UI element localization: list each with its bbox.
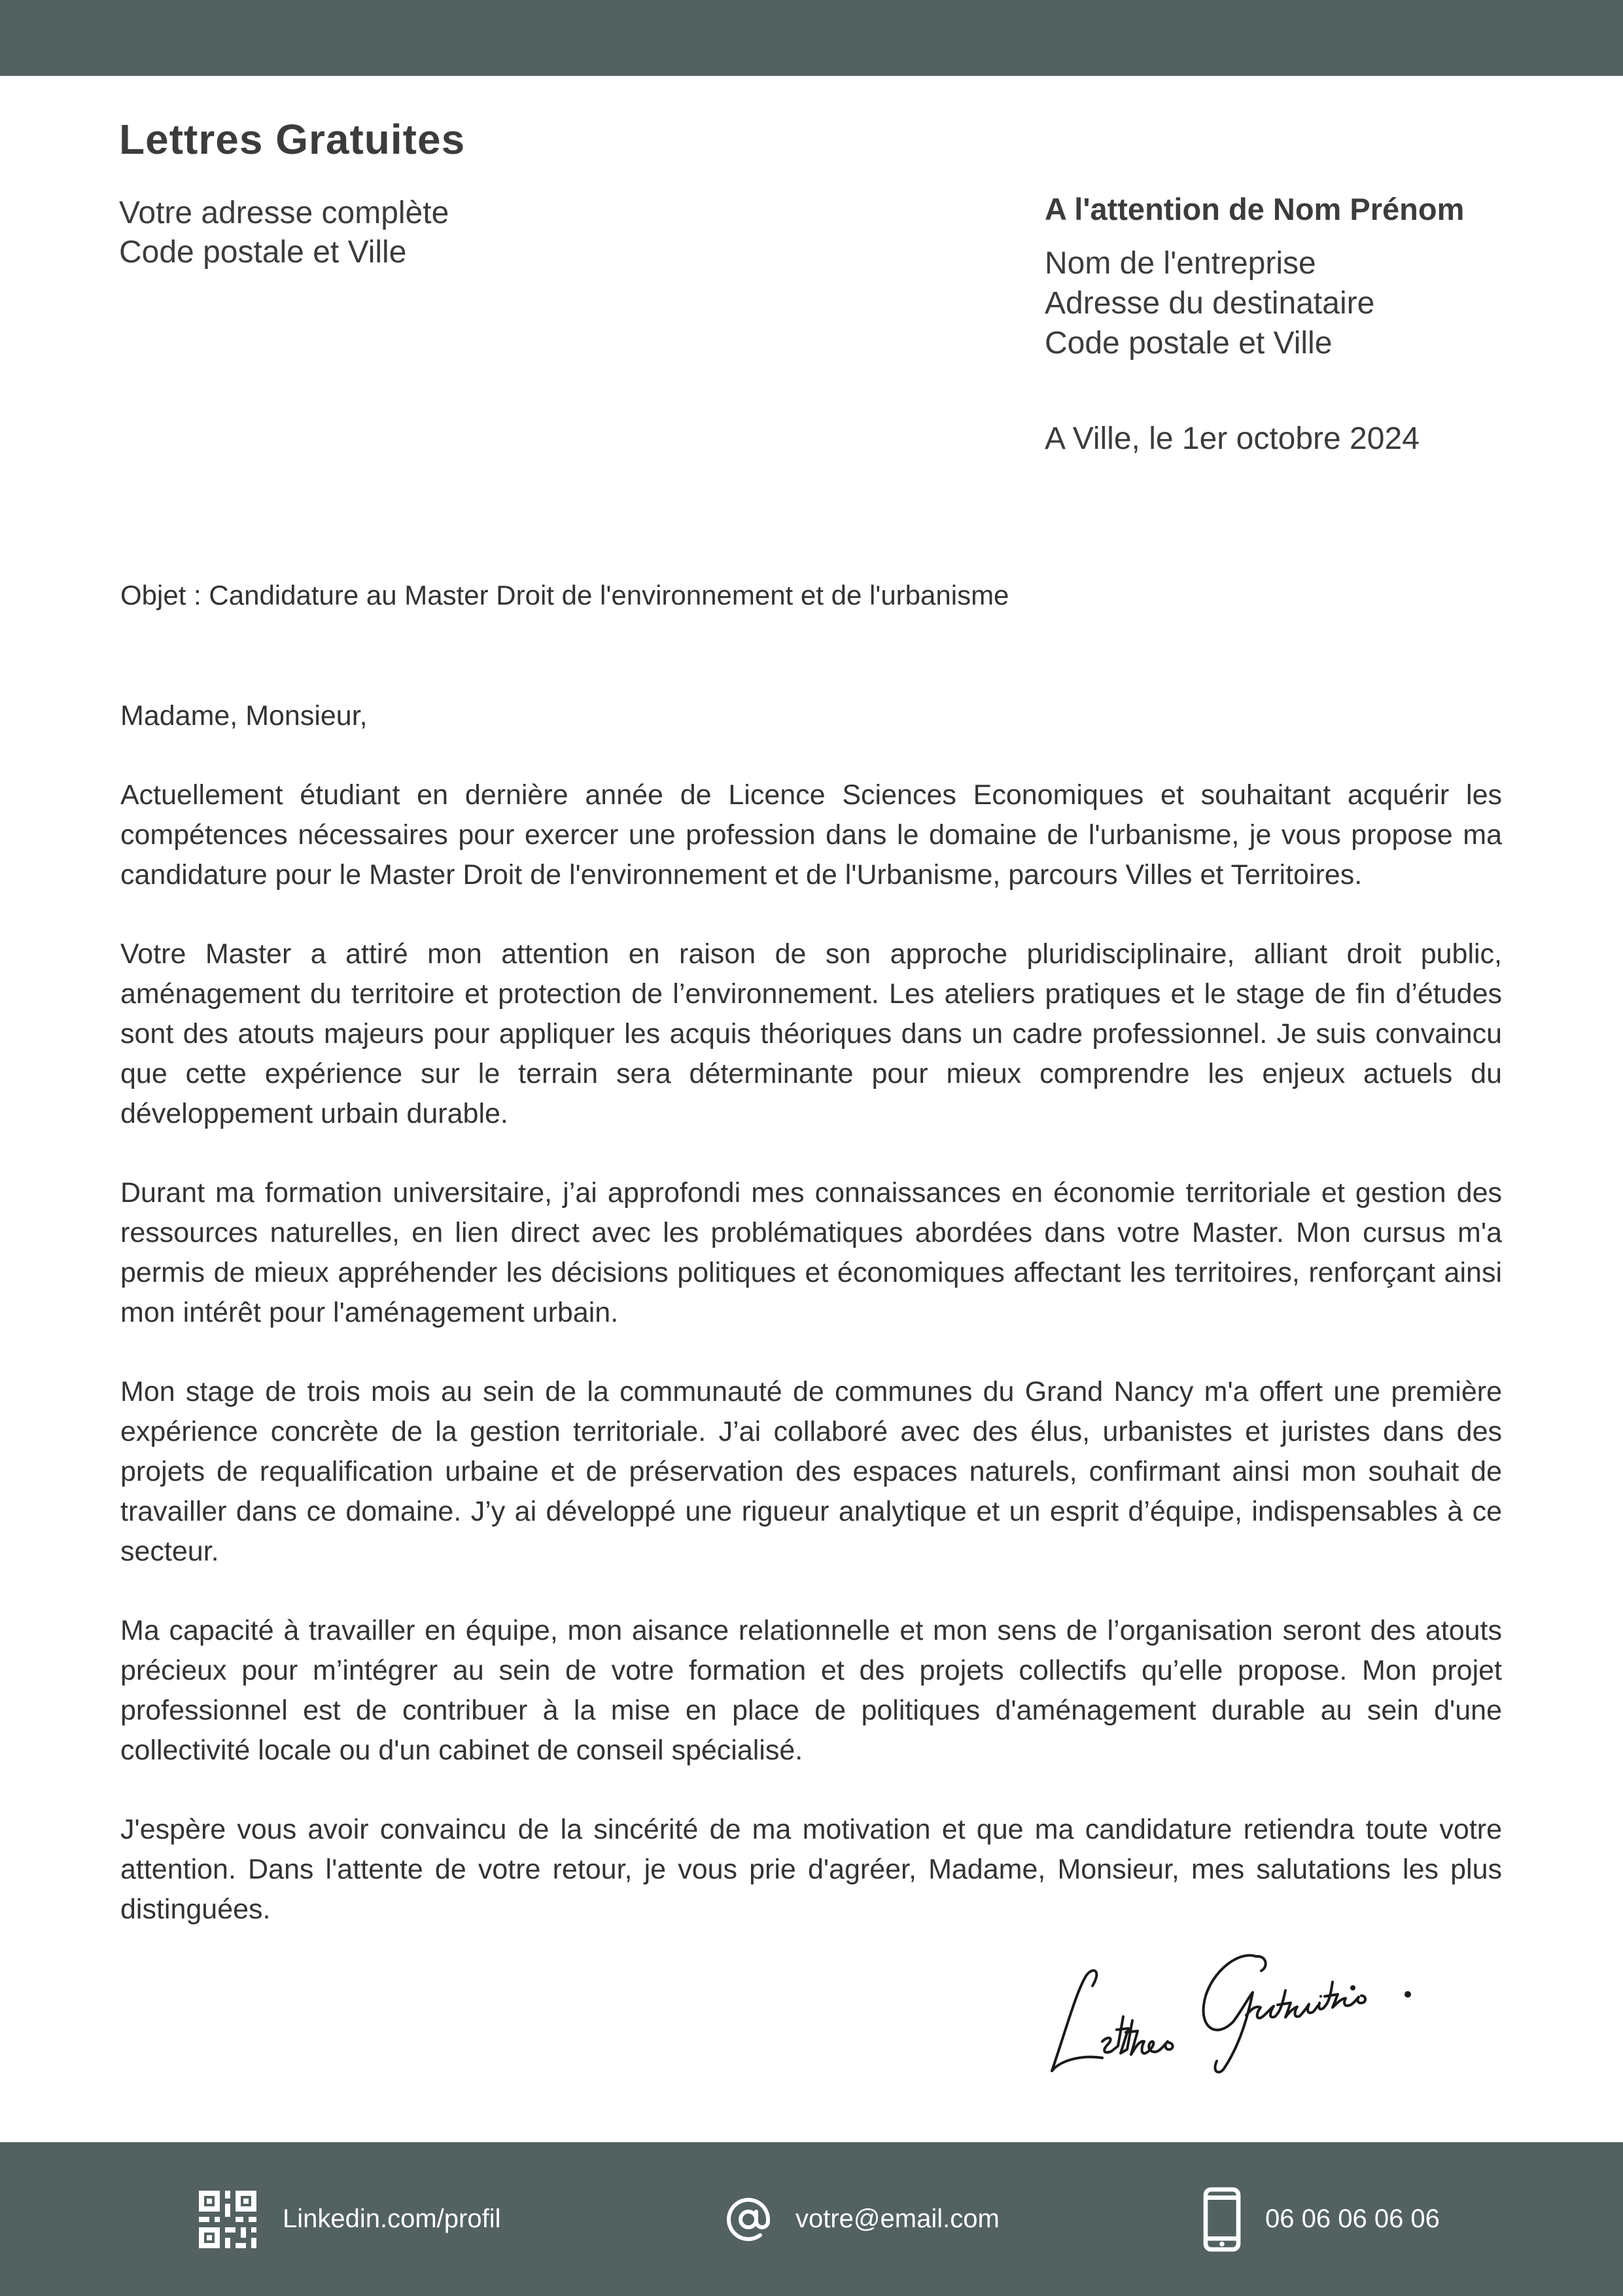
- smartphone-icon: [1202, 2187, 1242, 2252]
- letter-date: A Ville, le 1er octobre 2024: [1045, 421, 1420, 456]
- footer-band: [0, 2142, 1623, 2296]
- body-paragraph: Durant ma formation universitaire, j’ai approfondi mes connaissances en économie territoriale et gestion des ressources naturelles, en lien direct avec les problématiques abordées dans votre Master. Mon cursus m'a permis de mieux appréhender les décisions politiques et économiques affectant les territoires, renforçant ainsi mon intérêt pour l'aménagement urbain.: [120, 1177, 1502, 1328]
- body-paragraph: Votre Master a attiré mon attention en raison de son approche pluridisciplinaire, alliant droit public, aménagement du territoire et protection de l’environnement. Les ateliers pratiques et le stage de fin d’études sont des atouts majeurs pour appliquer les acquis théoriques dans un cadre professionnel. Je suis convaincu que cette expérience sur le terrain sera déterminante pour mieux comprendre les enjeux actuels du développement urbain durable.: [120, 938, 1502, 1129]
- sender-address: Votre adresse complète: [119, 196, 449, 230]
- letter-subject: Objet : Candidature au Master Droit de l'environnement et de l'urbanisme: [120, 580, 1009, 610]
- footer-linkedin[interactable]: [196, 2142, 501, 2296]
- sender-city: Code postale et Ville: [119, 235, 407, 270]
- recipient-address: Adresse du destinataire: [1045, 286, 1375, 321]
- qr-code-icon: [196, 2188, 259, 2251]
- linkedin-text: Linkedin.com/profil: [283, 2204, 501, 2233]
- recipient-address-lines: [1045, 243, 1464, 363]
- body-paragraph: Ma capacité à travailler en équipe, mon aisance relationnelle et mon sens de l’organisation seront des atouts précieux pour m’intégrer au sein de votre formation et des projets collectifs qu’elle propose. Mon projet professionnel est de contribuer à la mise en place de politiques d'aménagement durable au sein d'une collectivité locale ou d'un cabinet de conseil spécialisé.: [120, 1615, 1502, 1766]
- recipient-company: Nom de l'entreprise: [1045, 246, 1316, 281]
- recipient-attention: A l'attention de Nom Prénom: [1045, 192, 1465, 226]
- body-paragraph: J'espère vous avoir convaincu de la sincérité de ma motivation et que ma candidature retiendra toute votre attention. Dans l'attente de votre retour, je vous prie d'agréer, Madame, Monsieur, mes salutations les plus distinguées.: [120, 1814, 1502, 1925]
- body-paragraph: Actuellement étudiant en dernière année de Licence Sciences Economiques et souhaitant acquérir les compétences nécessaires pour exercer une profession dans le domaine de l'urbanisme, je vous propose ma candidature pour le Master Droit de l'environnement et de l'Urbanisme, parcours Villes et Territoires.: [120, 779, 1502, 891]
- footer-email[interactable]: [725, 2142, 1000, 2296]
- at-sign-icon: [725, 2196, 772, 2243]
- body-paragraph: Mon stage de trois mois au sein de la communauté de communes du Grand Nancy m'a offert une première expérience concrète de la gestion territoriale. J’ai collaboré avec des élus, urbanistes et juristes dans des projets de requalification urbaine et de préservation des espaces naturels, confirmant ainsi mon souhait de travailler dans ce domaine. J’y ai développé une rigueur analytique et un esprit d’équipe, indispensables à ce secteur.: [120, 1376, 1502, 1567]
- header-band: [0, 0, 1623, 76]
- sender-address-block: [119, 194, 449, 272]
- salutation: Madame, Monsieur,: [120, 700, 368, 732]
- recipient-block: [1045, 190, 1464, 459]
- recipient-city: Code postale et Ville: [1045, 326, 1333, 361]
- phone-text: 06 06 06 06 06: [1265, 2204, 1440, 2233]
- handwritten-signature: [1040, 1930, 1420, 2081]
- letter-body: [120, 696, 1502, 1969]
- footer-phone[interactable]: [1202, 2142, 1440, 2296]
- email-text: votre@email.com: [795, 2204, 1000, 2233]
- sender-name: Lettres Gratuites: [119, 116, 466, 163]
